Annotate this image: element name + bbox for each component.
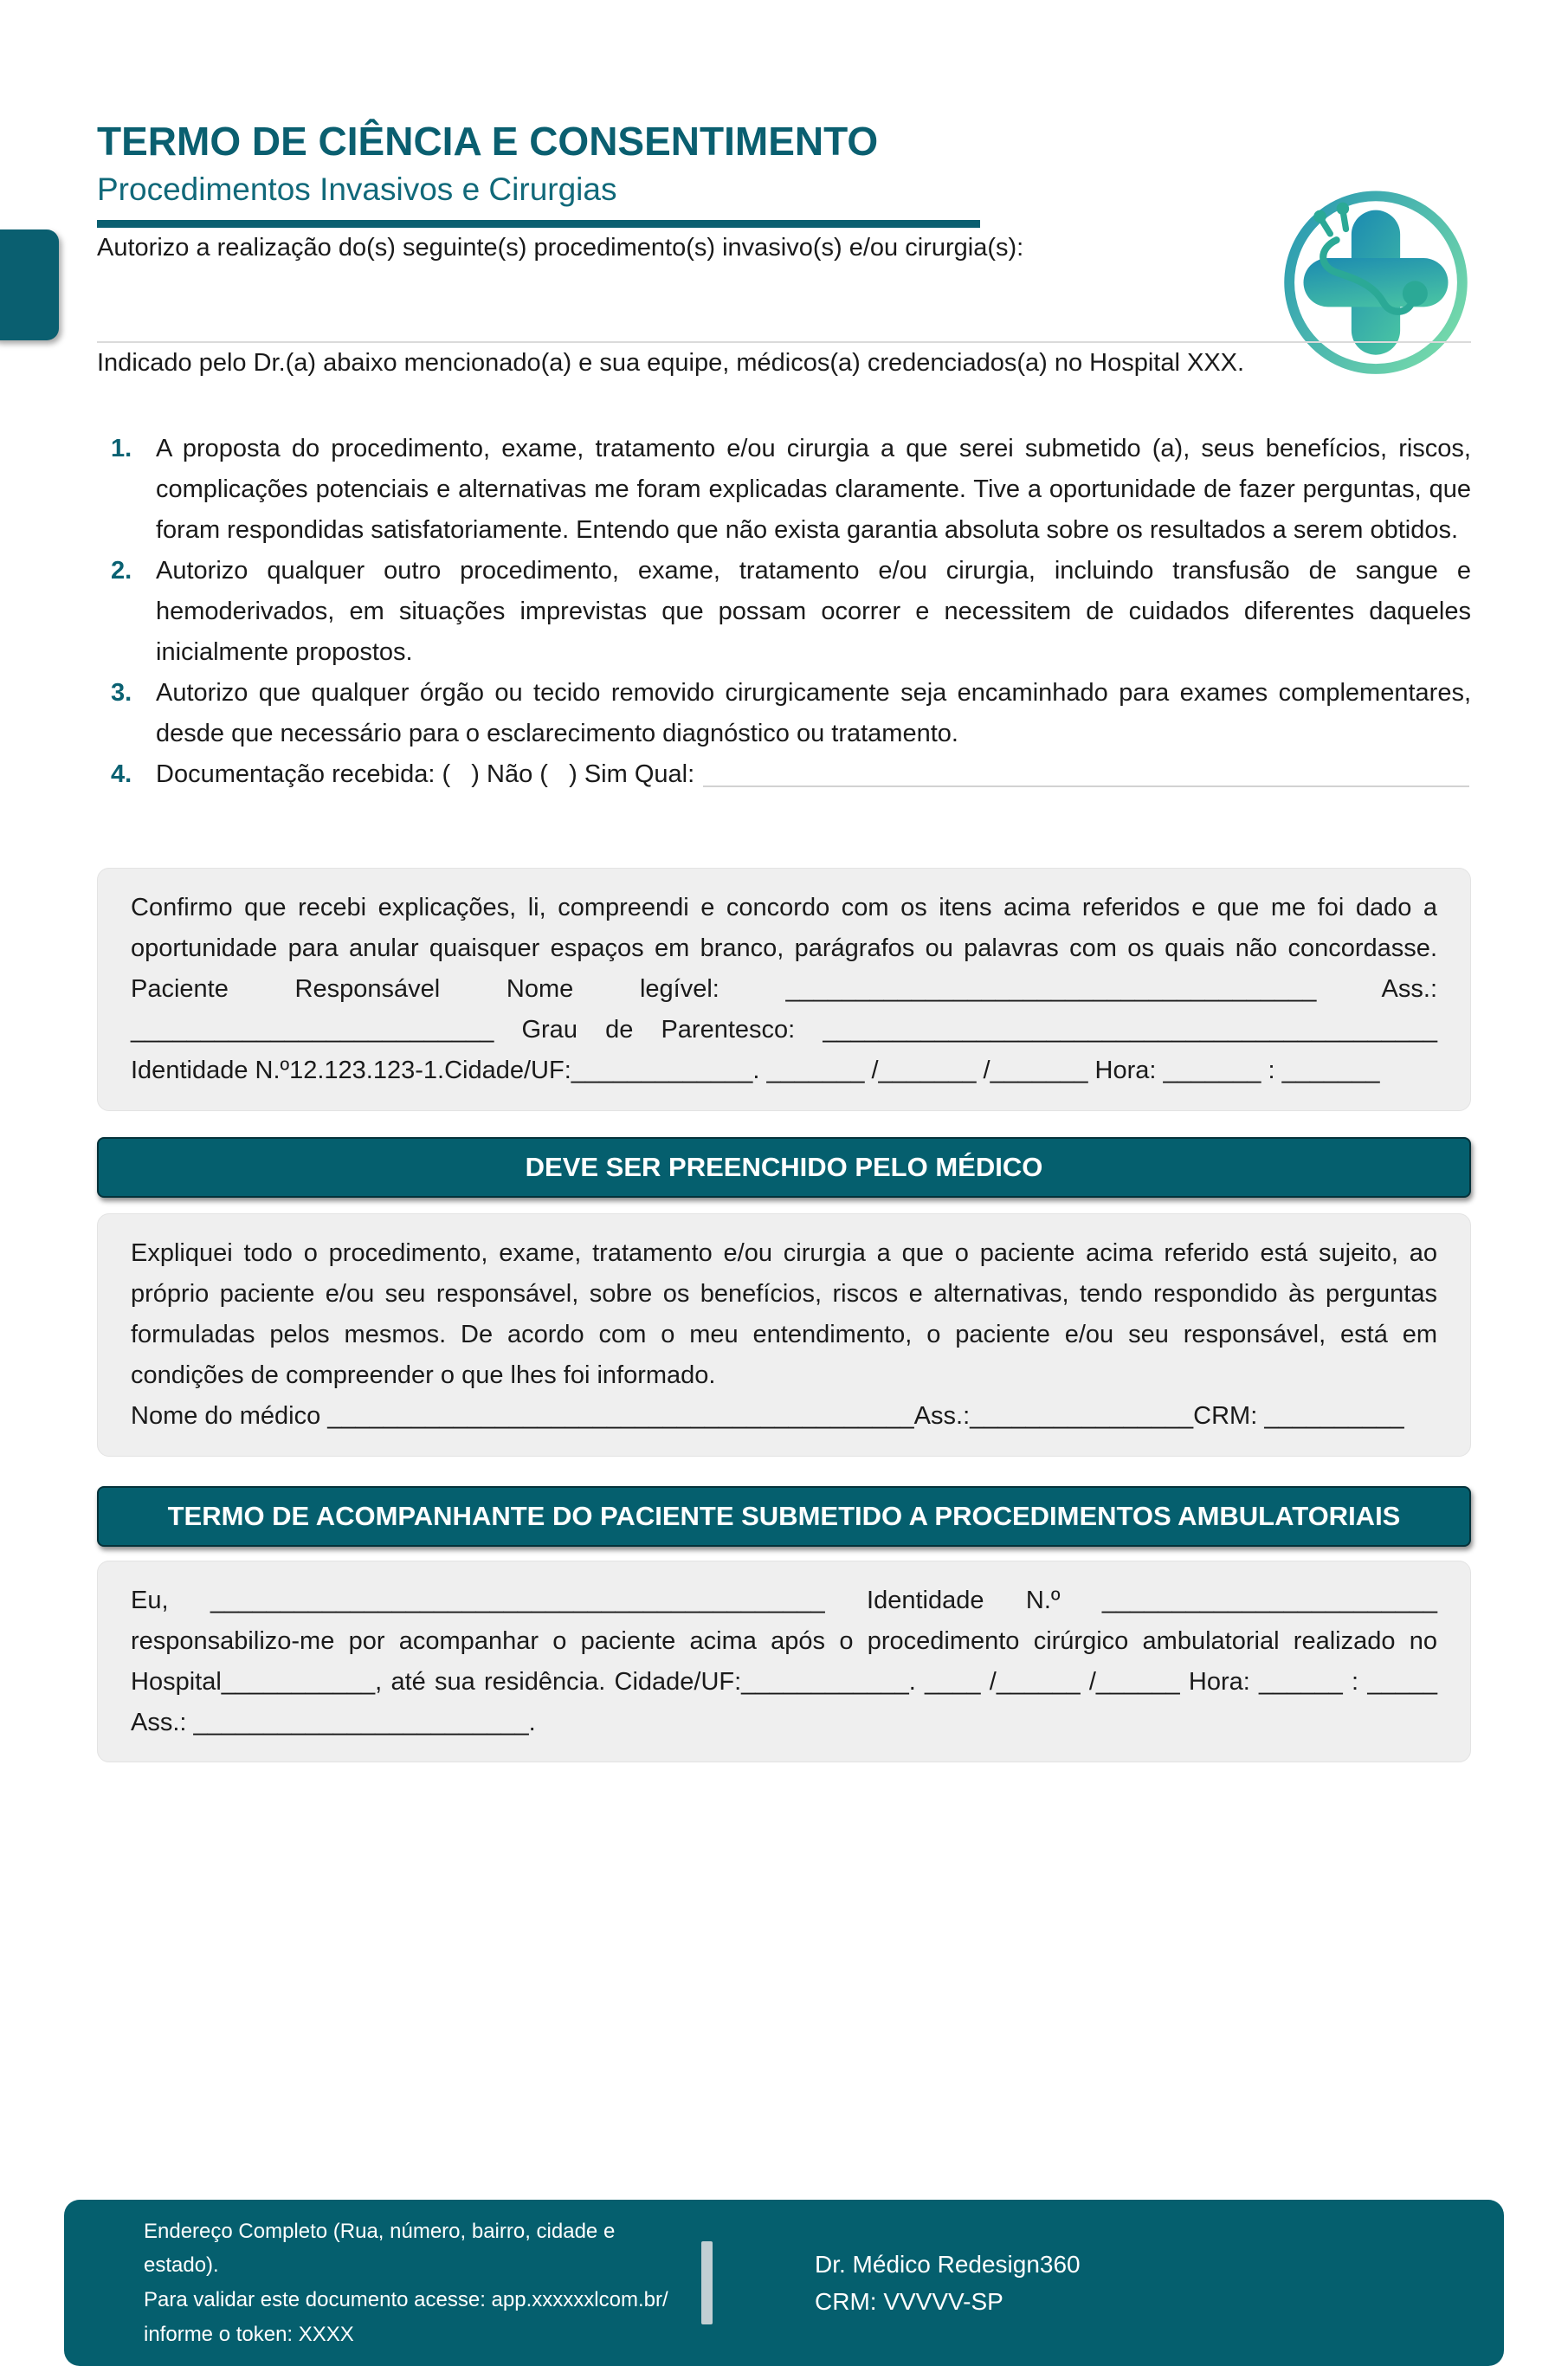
authorize-paragraph: Autorizo a realização do(s) seguinte(s) procedimento(s) invasivo(s) e/ou cirurgia(s): <box>97 234 1024 262</box>
list-item-4 <box>97 754 1471 795</box>
item-number: 3. <box>111 678 132 707</box>
item-text: Autorizo qualquer outro procedimento, exame, tratamento e/ou cirurgia, incluindo transfusão de sangue e hemoderivados, em situações imprevistas que possam ocorrer e necessitem de cuidados diferentes daqueles inicialmente propostos. <box>156 556 1471 666</box>
footer-validation-line: Para validar este documento acesse: app.xxxxxxlcom.br/ <box>144 2288 668 2311</box>
consent-list <box>97 429 1471 795</box>
page-subtitle: Procedimentos Invasivos e Cirurgias <box>97 171 617 207</box>
footer-doctor-info <box>713 2246 1081 2321</box>
footer-address-line: Endereço Completo (Rua, número, bairro, cidade e estado). <box>144 2219 616 2278</box>
document-footer <box>64 2200 1504 2366</box>
patient-signature-fields: Paciente Responsável Nome legível: ______________________________________ Ass.: __________________________ Grau de Parentesco: ____________________________________________ Identidade N.º12.123.123-1.Cidade/UF:_____________. _______ /_______ /_______ Hora: _______ : _______ <box>131 974 1437 1084</box>
indicated-paragraph: Indicado pelo Dr.(a) abaixo mencionado(a) e sua equipe, médicos(a) credenciados(a) no Hospital XXX. <box>97 349 1245 378</box>
footer-divider <box>701 2241 713 2324</box>
item-number: 2. <box>111 556 132 585</box>
document-content <box>0 120 1568 1762</box>
companion-statement-text: Eu, ____________________________________________ Identidade N.º ________________________ responsabilizo-me por acompanhar o paciente acima após o procedimento cirúrgico ambulatorial realizado no Hospital___________, até sua residência. Cidade/UF:____________. ____ /______ /______ Hora: ______ : _____ Ass.: ________________________. <box>131 1586 1437 1736</box>
footer-validation-info <box>64 2214 670 2351</box>
item-number: 1. <box>111 435 132 462</box>
doctor-statement-text: Expliquei todo o procedimento, exame, tratamento e/ou cirurgia a que o paciente acima referido está sujeito, ao próprio paciente e/ou seu responsável, sobre os benefícios, riscos e alternativas, tendo respondido às perguntas formuladas pelos mesmos. De acordo com o meu entendimento, o paciente e/ou seu responsável, está em condições de compreender o que lhes foi informado. <box>131 1238 1437 1389</box>
item-text: A proposta do procedimento, exame, tratamento e/ou cirurgia a que serei submetido (a), seus benefícios, riscos, complicações potenciais e alternativas me foram explicadas claramente. Tive a oportunidade de fazer perguntas, que foram respondidas satisfatoriamente. Entendo que não exista garantia absoluta sobre os resultados a serem obtidos. <box>156 435 1471 544</box>
document-page <box>0 119 1568 2346</box>
patient-confirmation-box <box>97 868 1471 1111</box>
patient-confirmation-text: Confirmo que recebi explicações, li, compreendi e concordo com os itens acima referidos e que me foi dado a oportunidade para anular quaisquer espaços em branco, parágrafos ou palavras com os quais não concordasse. <box>131 893 1437 962</box>
doctor-statement-box <box>97 1213 1471 1457</box>
doctor-signature-line: Nome do médico __________________________________________Ass.:________________CRM: __________ <box>131 1401 1404 1430</box>
title-underline-bar <box>97 220 980 228</box>
list-item-1 <box>97 429 1471 551</box>
item-text: Documentação recebida: ( ) Não ( ) Sim Qual: <box>156 760 695 788</box>
item-text-row <box>156 754 1471 795</box>
documentation-blank-line <box>703 785 1469 787</box>
item-text: Autorizo que qualquer órgão ou tecido removido cirurgicamente seja encaminhado para exames complementares, desde que necessário para o esclarecimento diagnóstico ou tratamento. <box>156 678 1471 747</box>
footer-doctor-name: Dr. Médico Redesign360 <box>815 2250 1081 2278</box>
companion-section-banner: TERMO DE ACOMPANHANTE DO PACIENTE SUBMETIDO A PROCEDIMENTOS AMBULATORIAIS <box>97 1486 1471 1547</box>
footer-token-line: informe o token: XXXX <box>144 2322 354 2346</box>
list-item-2 <box>97 551 1471 673</box>
doctor-section-banner: DEVE SER PREENCHIDO PELO MÉDICO <box>97 1137 1471 1198</box>
companion-statement-box <box>97 1561 1471 1763</box>
footer-doctor-crm: CRM: VVVVV-SP <box>815 2288 1003 2315</box>
page-title: TERMO DE CIÊNCIA E CONSENTIMENTO <box>97 119 879 164</box>
list-item-3 <box>97 673 1471 754</box>
item-number: 4. <box>111 760 132 788</box>
